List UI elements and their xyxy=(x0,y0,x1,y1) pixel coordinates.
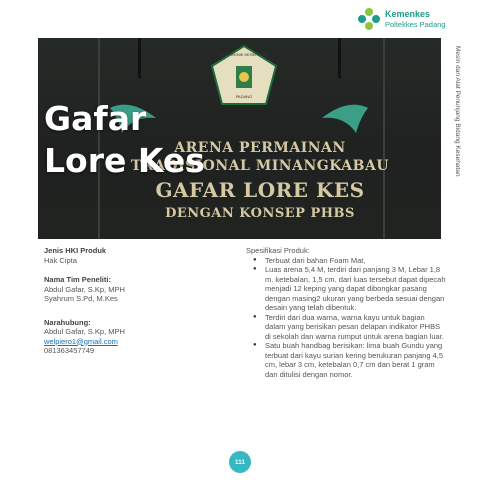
contact-phone: 081363457749 xyxy=(44,346,95,355)
hki-value: Hak Cipta xyxy=(44,255,77,265)
page-number-badge: 111 xyxy=(229,451,251,473)
team-member: Syahrum S.Pd, M.Kes xyxy=(44,294,118,303)
kemenkes-logo xyxy=(357,7,467,33)
spec-item: ● Satu buah handbag berisikan: lima buah Gundu yang terbuat dari kayu surian kering berukuran panjang 4,5 cm, lebar 3 cm, ketebalan 0,7 cm dan berat 1 gram dan ditulisi dengan nomor. xyxy=(265,341,446,379)
product-title xyxy=(44,98,205,182)
spec-item: ● Terdiri dari dua warna, warna kayu untuk bagian dalam yang berisikan pesan delapan indikator PHBS di sekolah dan warna rumput untuk arena bagian luar. xyxy=(265,313,446,342)
hki-label: Jenis HKI Produk xyxy=(44,246,107,255)
brand-name: Kemenkes xyxy=(385,9,431,19)
bag-print-line: GAFAR LORE KES xyxy=(155,178,365,202)
badge-bottom-text: PADANG xyxy=(235,94,253,99)
poltekkes-badge xyxy=(210,44,278,106)
product-title-line: Lore Kes xyxy=(44,141,205,180)
contact-name: Abdul Gafar, S.Kp, MPH xyxy=(44,327,125,336)
spec-item: ● Terbuat dari bahan Foam Mat, xyxy=(265,256,446,266)
team-member: Abdul Gafar, S.Kp, MPH xyxy=(44,284,125,294)
spec-item: ● Luas arena 5,4 M, terdiri dari panjang 3 M, Lebar 1,8 m. ketebalan, 1,5 cm. dari luas tersebut dapat dipecah menjadi 12 keping yang dapat dibongkar pasang dengan masing2 ukuran yang berbeda sesuai dengan desain yang telah dibentuk. xyxy=(265,265,446,313)
spec-column xyxy=(246,246,446,379)
bag-print-line: TRADISIONAL MINANGKABAU xyxy=(130,158,390,174)
contact-label: Narahubung: xyxy=(44,317,91,327)
product-title-line: Gafar xyxy=(44,99,147,138)
spec-label: Spesifikasi Produk: xyxy=(246,246,310,255)
kemenkes-logo-icon xyxy=(357,7,381,31)
bag-print-line: ARENA PERMAINAN xyxy=(174,140,346,156)
bag-print-line: DENGAN KONSEP PHBS xyxy=(165,206,355,221)
brand-subname: Poltekkes Padang xyxy=(385,20,446,29)
badge-top-text: POLITEKNIK KESEHATAN xyxy=(219,52,269,57)
category-side-label: Mesin dan Alat Penunjang Bidang Kesehatan xyxy=(454,46,461,177)
team-label: Nama Tim Peneliti: xyxy=(44,275,111,284)
info-column xyxy=(44,246,234,366)
spec-list xyxy=(246,256,446,380)
contact-email-link[interactable]: welpiero1@gmail.com xyxy=(44,336,118,346)
